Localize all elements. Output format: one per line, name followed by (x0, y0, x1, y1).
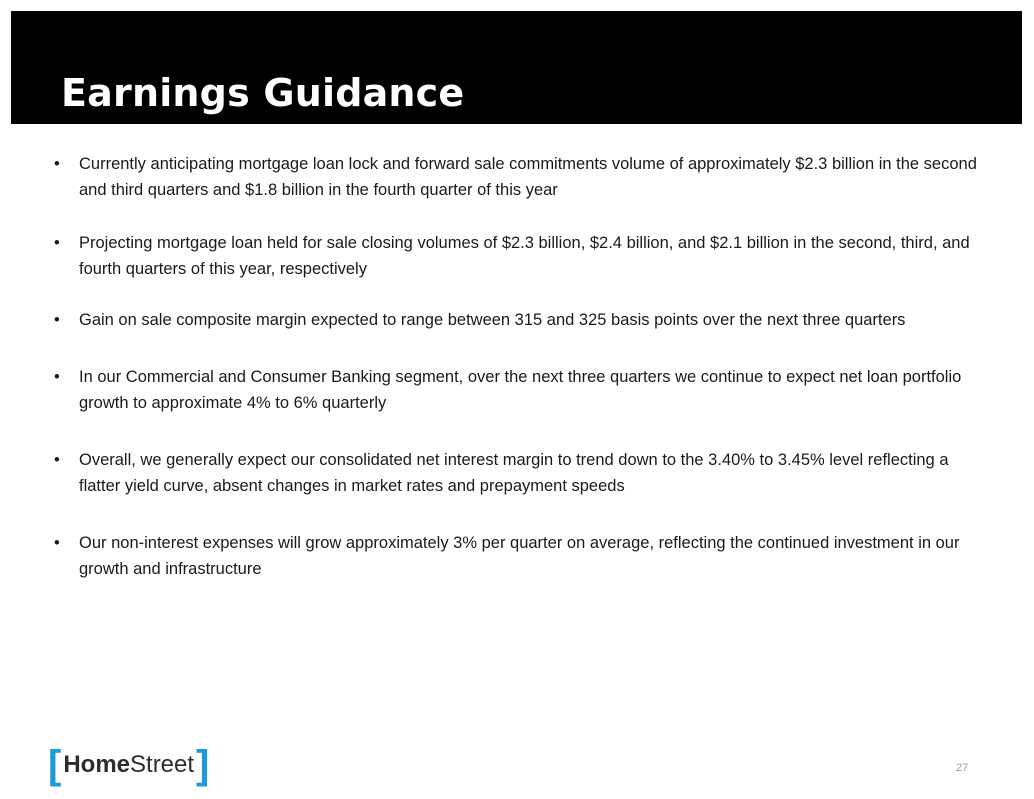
bullet-text: Our non-interest expenses will grow approximately 3% per quarter on average, reflecting the continued investment in our growth and infrastructure (79, 534, 960, 578)
page-number: 27 (956, 762, 969, 774)
bullet-text: In our Commercial and Consumer Banking segment, over the next three quarters we continue to expect net loan portfolio growth to approximate 4% to 6% quarterly (79, 368, 962, 412)
bullet-item (54, 151, 984, 203)
bullet-item (54, 230, 984, 282)
bullet-marker: • (54, 534, 60, 552)
bullet-text: Currently anticipating mortgage loan lock and forward sale commitments volume of approximately $2.3 billion in the second and third quarters and $1.8 billion in the fourth quarter of this year (79, 155, 977, 199)
bullet-marker: • (54, 234, 60, 252)
logo-word-street: Street (130, 751, 195, 778)
bullet-marker: • (54, 311, 60, 329)
title-bar (11, 11, 1022, 124)
bullet-marker: • (54, 451, 60, 469)
bullet-item (54, 530, 984, 582)
logo-bracket-close: ] (196, 743, 210, 787)
bullet-item (54, 447, 984, 499)
bullet-text: Projecting mortgage loan held for sale closing volumes of $2.3 billion, $2.4 billion, and $2.1 billion in the second, third, and fourth quarters of this year, respectively (79, 234, 970, 278)
bullet-list (54, 151, 984, 582)
slide-title: Earnings Guidance (61, 71, 465, 115)
logo-wordmark (61, 748, 196, 782)
bullet-marker: • (54, 368, 60, 386)
logo-bracket-open: [ (48, 743, 62, 787)
bullet-item (54, 307, 984, 333)
bullet-text: Overall, we generally expect our consolidated net interest margin to trend down to the 3.40% to 3.45% level reflecting a flatter yield curve, absent changes in market rates and prepayment speeds (79, 451, 949, 495)
bullet-text: Gain on sale composite margin expected to range between 315 and 325 basis points over the next three quarters (79, 311, 906, 329)
bullet-item (54, 364, 984, 416)
logo-word-home: Home (63, 751, 131, 778)
homestreet-logo (48, 743, 210, 787)
bullet-marker: • (54, 155, 60, 173)
